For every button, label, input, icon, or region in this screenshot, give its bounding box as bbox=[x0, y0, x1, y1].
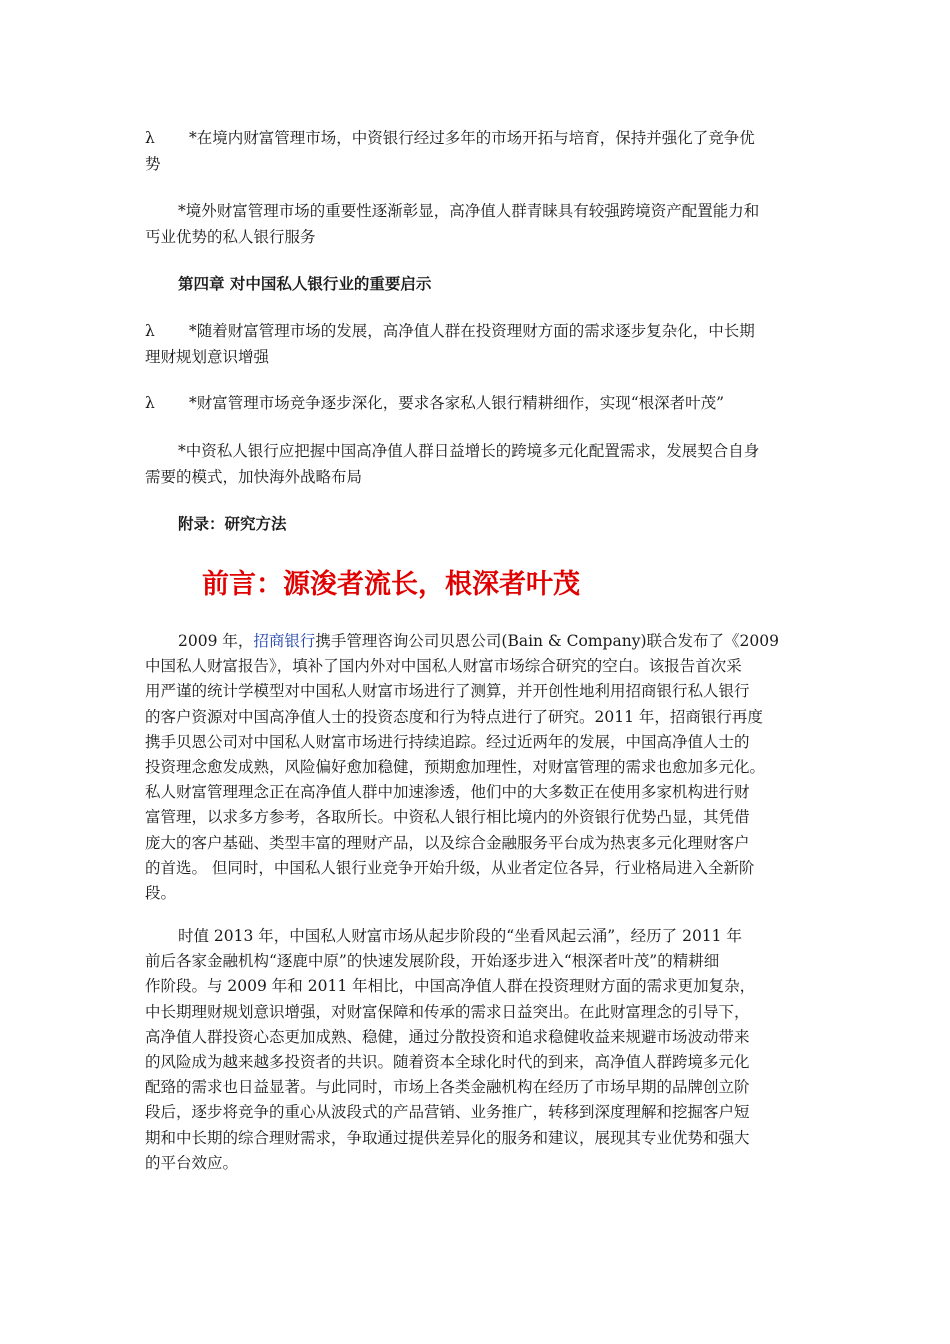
paragraph-line: 的平台效应。 bbox=[145, 1153, 239, 1172]
cmb-link[interactable]: 招商银行 bbox=[253, 632, 316, 650]
bullet-item-2-line-2: 丐业优势的私人银行服务 bbox=[145, 228, 316, 246]
paragraph-line: 的客户资源对中国高净值人士的投资态度和行为特点进行了研究。2011 年，招商银行再度 bbox=[145, 707, 763, 726]
bullet-item-5-line-1: *中资私人银行应把握中国高净值人群日益增长的跨境多元化配置需求，发展契合自身 bbox=[178, 442, 760, 460]
paragraph-line: 时值 2013 年，中国私人财富市场从起步阶段的“坐看风起云涌”，经历了 2011 年 bbox=[178, 927, 742, 945]
paragraph-line: 作阶段。与 2009 年和 2011 年相比，中国高净值人群在投资理财方面的需求更加复杂， bbox=[145, 977, 756, 996]
preface-paragraph-1 bbox=[145, 629, 815, 906]
paragraph-line: 配臵的需求也日益显著。与此同时，市场上各类金融机构在经历了市场早期的品牌创立阶 bbox=[145, 1078, 750, 1097]
text-run: 携手管理咨询公司贝恩公司(Bain & Company)联合发布了《2009 bbox=[315, 632, 779, 650]
bullet-item-3-line-1 bbox=[145, 318, 815, 344]
paragraph-line: 高净值人群投资心态更加成熟、稳健，通过分散投资和追求稳健收益来规避市场波动带来 bbox=[145, 1027, 750, 1046]
preface-title: 前言：源浚者流长，根深者叶茂 bbox=[202, 569, 580, 600]
lambda-bullet-icon: λ bbox=[145, 394, 155, 412]
appendix-heading: 附录：研究方法 bbox=[178, 515, 287, 533]
preface-paragraph-2 bbox=[145, 924, 815, 1176]
paragraph-line: 投资理念愈发成熟，风险偏好愈加稳健，预期愈加理性，对财富管理的需求也愈加多元化。 bbox=[145, 758, 766, 777]
chapter-heading: 第四章 对中国私人银行业的重要启示 bbox=[178, 275, 432, 293]
paragraph-line: 期和中长期的综合理财需求，争取通过提供差异化的服务和建议，展现其专业优势和强大 bbox=[145, 1128, 750, 1147]
paragraph-line: 携手贝恩公司对中国私人财富市场进行持续追踪。经过近两年的发展，中国高净值人士的 bbox=[145, 732, 750, 751]
paragraph-line: 私人财富管理理念正在高净值人群中加速渗透，他们中的大多数正在使用多家机构进行财 bbox=[145, 783, 750, 802]
paragraph-line: 段后，逐步将竞争的重心从波段式的产品营销、业务推广，转移到深度理解和挖掘客户短 bbox=[145, 1103, 750, 1122]
paragraph-line: 的首选。 但同时，中国私人银行业竞争开始升级，从业者定位各异，行业格局进入全新阶 bbox=[145, 858, 755, 877]
paragraph-line: 中国私人财富报告》，填补了国内外对中国私人财富市场综合研究的空白。该报告首次采 bbox=[145, 657, 742, 676]
bullet-item-3-line-2: 理财规划意识增强 bbox=[145, 348, 270, 366]
bullet-text: *随着财富管理市场的发展，高净值人群在投资理财方面的需求逐步复杂化，中长期 bbox=[189, 322, 755, 340]
lambda-bullet-icon: λ bbox=[145, 322, 155, 340]
paragraph-line bbox=[145, 629, 815, 654]
bullet-item-4-line-1 bbox=[145, 390, 815, 416]
paragraph-line: 中长期理财规划意识增强，对财富保障和传承的需求日益突出。在此财富理念的引导下， bbox=[145, 1002, 750, 1021]
paragraph-line: 庞大的客户基础、类型丰富的理财产品，以及综合金融服务平台成为热衷多元化理财客户 bbox=[145, 833, 750, 852]
bullet-text: *财富管理市场竞争逐步深化，要求各家私人银行精耕细作，实现“根深者叶茂” bbox=[189, 394, 725, 412]
paragraph-line: 前后各家金融机构“逐鹿中原”的快速发展阶段，开始逐步进入“根深者叶茂”的精耕细 bbox=[145, 952, 720, 971]
bullet-item-5-line-2: 需要的模式，加快海外战略布局 bbox=[145, 468, 363, 486]
paragraph-line: 的风险成为越来越多投资者的共识。随着资本全球化时代的到来，高净值人群跨境多元化 bbox=[145, 1053, 750, 1072]
paragraph-line: 富管理，以求多方参考，各取所长。中资私人银行相比境内的外资银行优势凸显，其凭借 bbox=[145, 808, 750, 827]
paragraph-line: 段。 bbox=[145, 884, 177, 903]
paragraph-line: 用严谨的统计学模型对中国私人财富市场进行了测算，并开创性地利用招商银行私人银行 bbox=[145, 682, 750, 701]
bullet-item-1-line-1 bbox=[145, 125, 815, 151]
bullet-text: *在境内财富管理市场，中资银行经过多年的市场开拓与培育，保持并强化了竞争优 bbox=[189, 129, 755, 147]
text-run: 2009 年， bbox=[178, 632, 254, 650]
bullet-item-1-line-2: 势 bbox=[145, 155, 161, 173]
lambda-bullet-icon: λ bbox=[145, 129, 155, 147]
bullet-item-2-line-1: *境外财富管理市场的重要性逐渐彰显，高净值人群青睐具有较强跨境资产配置能力和 bbox=[178, 202, 760, 220]
